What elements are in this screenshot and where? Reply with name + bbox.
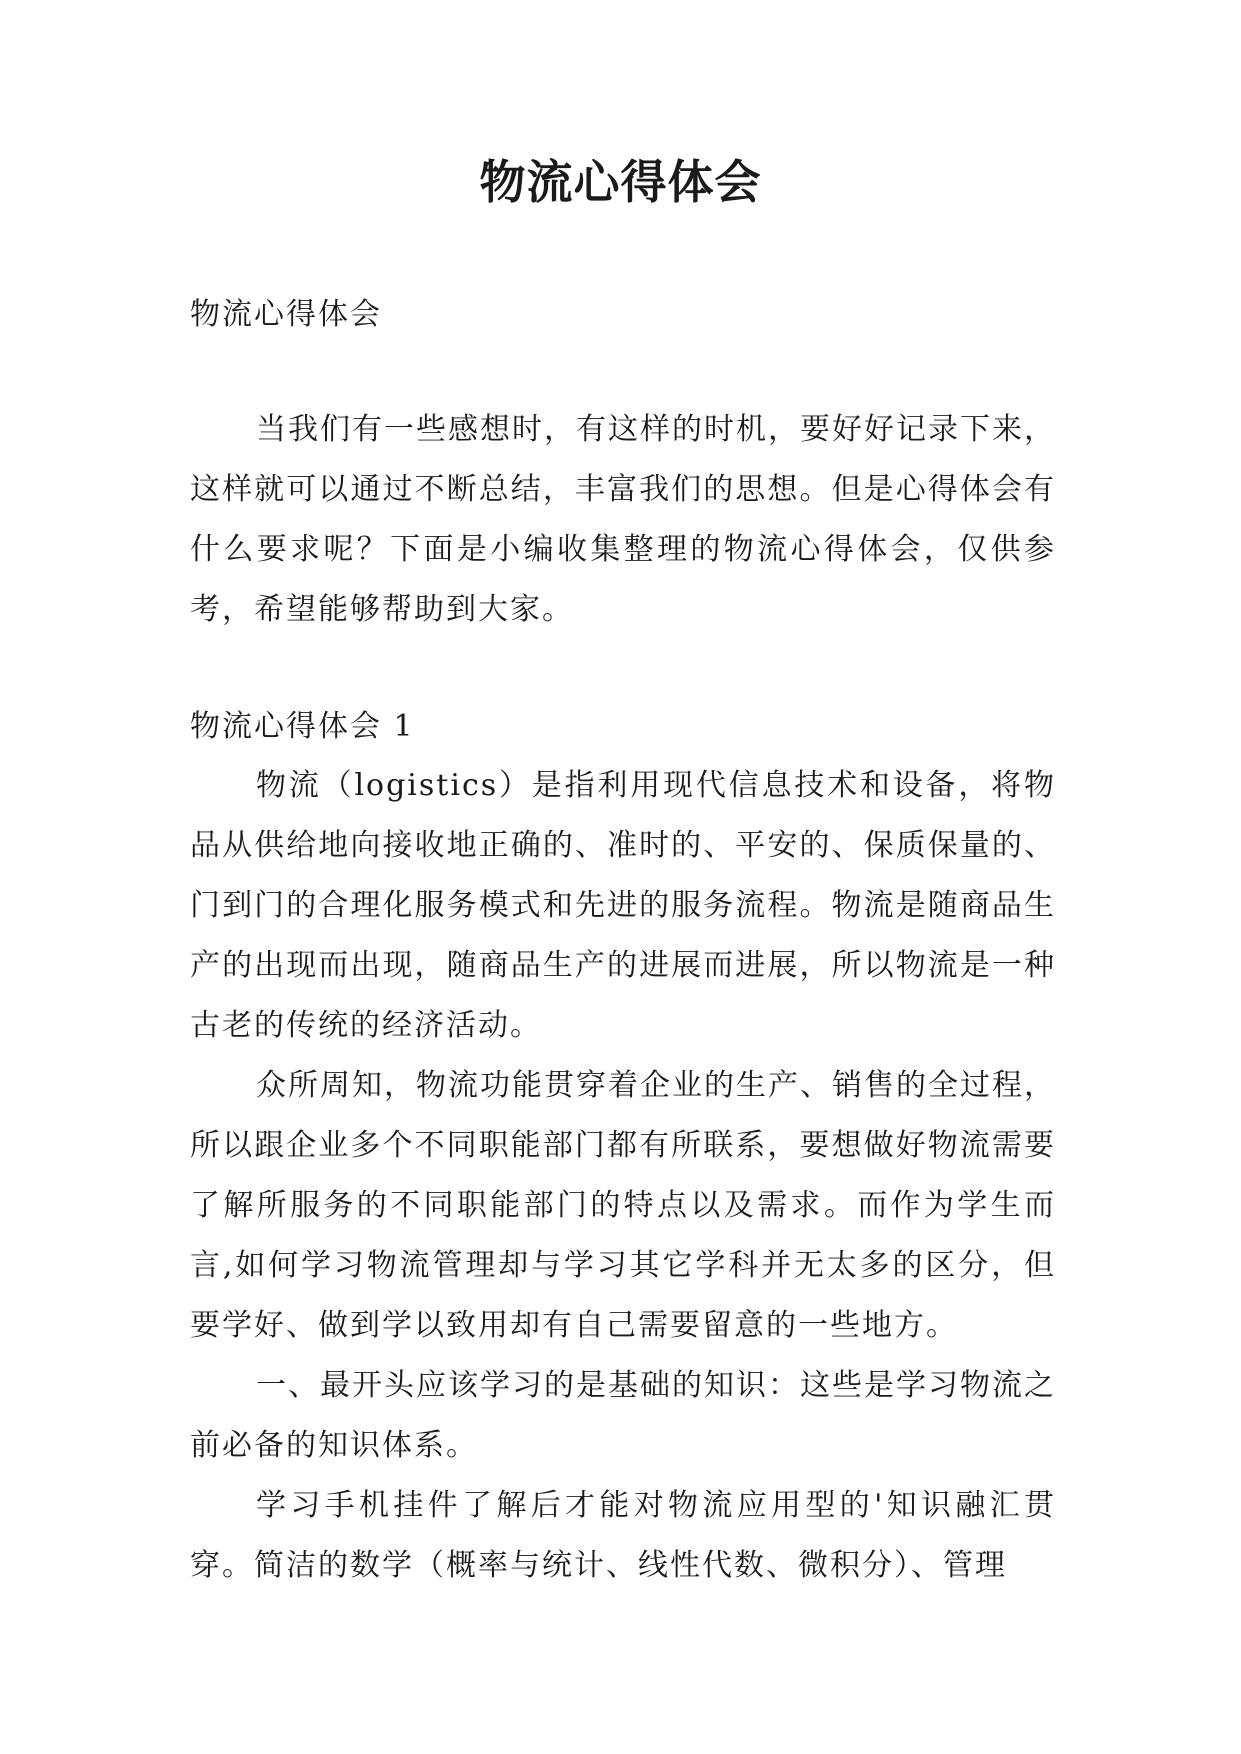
body-paragraph: 一、最开头应该学习的是基础的知识：这些是学习物流之前必备的知识体系。: [190, 1368, 1056, 1463]
section-heading: 物流心得体会 1: [190, 709, 415, 744]
document-title: 物流心得体会: [479, 155, 762, 209]
document-subtitle: 物流心得体会: [190, 297, 382, 332]
intro-paragraph: 当我们有一些感想时，有这样的时机，要好好记录下来，这样就可以通过不断总结，丰富我们的思想。但是心得体会有什么要求呢？下面是小编收集整理的物流心得体会，仅供参考，希望能够帮助到大家。: [190, 412, 1056, 627]
body-paragraph: 物流（logistics）是指利用现代信息技术和设备，将物品从供给地向接收地正确的、准时的、平安的、保质保量的、门到门的合理化服务模式和先进的服务流程。物流是随商品生产的出现而出现，随商品生产的进展而进展，所以物流是一种古老的传统的经济活动。: [190, 768, 1056, 1043]
body-paragraph: 学习手机挂件了解后才能对物流应用型的'知识融汇贯穿。简洁的数学（概率与统计、线性代数、微积分）、管理: [190, 1488, 1056, 1583]
body-paragraph: 众所周知，物流功能贯穿着企业的生产、销售的全过程，所以跟企业多个不同职能部门都有所联系，要想做好物流需要了解所服务的不同职能部门的特点以及需求。而作为学生而言,如何学习物流管理却与学习其它学科并无太多的区分，但要学好、做到学以致用却有自己需要留意的一些地方。: [190, 1068, 1056, 1343]
section-content: [190, 756, 1056, 1596]
intro-section: [190, 400, 1056, 640]
